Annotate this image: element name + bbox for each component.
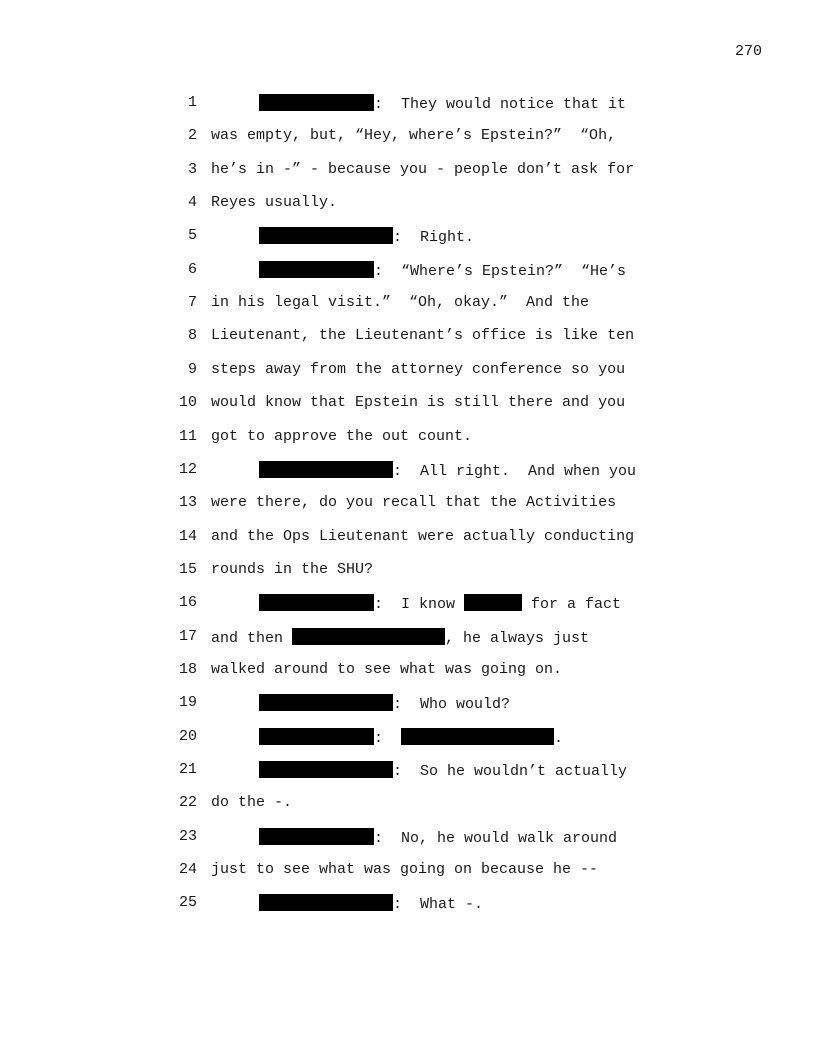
transcript-line: [0, 894, 816, 914]
transcript-line: [0, 428, 816, 448]
transcript-line: [0, 194, 816, 214]
line-number: 22: [178, 794, 197, 812]
page-number: 270: [734, 43, 762, 60]
text-segment: : I know: [374, 596, 465, 614]
transcript-line: [0, 261, 816, 281]
text-segment: Reyes usually.: [211, 194, 338, 212]
line-text: [211, 494, 616, 511]
line-text: [211, 327, 634, 344]
line-text: [211, 561, 373, 578]
line-number: 24: [178, 861, 197, 879]
text-segment: walked around to see what was going on.: [211, 660, 563, 678]
line-number: 3: [187, 160, 197, 178]
redaction-box: [259, 594, 374, 611]
transcript-line: [0, 628, 816, 648]
line-number: 16: [178, 594, 197, 612]
line-text: [211, 161, 634, 178]
transcript-line: [0, 394, 816, 414]
line-number: 21: [178, 761, 197, 778]
transcript-line: [0, 461, 816, 481]
text-segment: do the -.: [211, 794, 293, 812]
line-text: [259, 94, 626, 113]
text-segment: : What -.: [393, 896, 484, 914]
line-text: [211, 194, 337, 211]
redaction-box: [259, 761, 393, 778]
text-segment: steps away from the attorney conference so you: [211, 360, 626, 378]
redaction-box: [259, 261, 374, 278]
text-segment: : They would notice that it: [374, 96, 627, 113]
redaction-box: [259, 227, 393, 244]
line-text: [211, 127, 616, 144]
transcript-line: [0, 694, 816, 714]
transcript-line: [0, 828, 816, 848]
line-number: 9: [187, 360, 197, 378]
text-segment: were there, do you recall that the Activities: [211, 494, 617, 512]
line-text: [211, 661, 562, 678]
line-number: 4: [187, 194, 197, 212]
text-segment: he’s in -” - because you - people don’t ask for: [211, 160, 635, 178]
line-number: 12: [178, 460, 197, 478]
text-segment: in his legal visit.” “Oh, okay.” And the: [211, 294, 590, 312]
text-segment: rounds in the SHU?: [211, 560, 374, 578]
text-segment: got to approve the out count.: [211, 427, 473, 445]
line-number: 6: [187, 260, 197, 278]
transcript-line: [0, 761, 816, 781]
text-segment: for a fact: [522, 596, 622, 614]
text-segment: Lieutenant, the Lieutenant’s office is like ten: [211, 327, 635, 345]
redaction-box: [292, 628, 445, 645]
transcript-line: [0, 594, 816, 614]
line-number: 8: [187, 327, 197, 345]
line-number: 25: [178, 894, 197, 912]
transcript-line: [0, 294, 816, 314]
text-segment: :: [374, 729, 402, 747]
transcript-line: [0, 327, 816, 347]
line-number: 11: [178, 427, 197, 445]
line-number: 5: [187, 227, 197, 245]
line-number: 19: [178, 694, 197, 712]
line-text: [259, 728, 563, 747]
transcript-line: [0, 661, 816, 681]
line-text: [259, 461, 636, 480]
line-number: 13: [178, 494, 197, 512]
line-number: 1: [187, 94, 197, 111]
transcript-line: [0, 494, 816, 514]
line-text: [211, 794, 292, 811]
redaction-box: [259, 828, 374, 845]
text-segment: and then: [211, 629, 293, 647]
line-number: 2: [187, 127, 197, 145]
transcript-line: [0, 861, 816, 881]
line-text: [259, 694, 510, 713]
line-text: [259, 828, 617, 847]
line-text: [259, 227, 474, 246]
text-segment: and the Ops Lieutenant were actually conducting: [211, 527, 635, 545]
text-segment: : All right. And when you: [393, 462, 637, 480]
line-number: 14: [178, 527, 197, 545]
transcript-line: [0, 227, 816, 247]
line-text: [259, 594, 621, 613]
text-segment: just to see what was going on because he --: [211, 861, 599, 879]
redaction-box: [259, 461, 393, 478]
redaction-box: [259, 728, 374, 745]
redaction-box: [464, 594, 522, 611]
line-number: 20: [178, 727, 197, 745]
line-text: [211, 394, 625, 411]
transcript-line: [0, 561, 816, 581]
redaction-box: [401, 728, 554, 745]
line-text: [211, 861, 598, 878]
text-segment: : Who would?: [393, 696, 511, 714]
transcript-line: [0, 794, 816, 814]
line-text: [259, 261, 626, 280]
line-number: 17: [178, 627, 197, 645]
line-number: 23: [178, 827, 197, 845]
line-text: [211, 528, 634, 545]
line-text: [259, 761, 627, 780]
redaction-box: [259, 894, 393, 911]
line-number: 15: [178, 560, 197, 578]
line-number: 18: [178, 660, 197, 678]
line-text: [211, 428, 472, 445]
transcript-line: [0, 94, 816, 114]
redaction-box: [259, 694, 393, 711]
transcript-line: [0, 161, 816, 181]
transcript-line: [0, 528, 816, 548]
text-segment: : “Where’s Epstein?” “He’s: [374, 262, 627, 280]
line-number: 10: [178, 394, 197, 412]
line-text: [259, 894, 483, 913]
transcript-line: [0, 361, 816, 381]
transcript-line: [0, 728, 816, 748]
text-segment: : No, he would walk around: [374, 829, 618, 847]
text-segment: : Right.: [393, 229, 475, 247]
redaction-box: [259, 94, 374, 111]
text-segment: : So he wouldn’t actually: [393, 763, 628, 780]
text-segment: would know that Epstein is still there and you: [211, 394, 626, 412]
text-segment: .: [554, 729, 564, 747]
line-text: [211, 294, 589, 311]
line-text: [211, 628, 589, 647]
transcript-line: [0, 127, 816, 147]
text-segment: was empty, but, “Hey, where’s Epstein?” “Oh,: [211, 127, 617, 145]
line-text: [211, 361, 625, 378]
text-segment: , he always just: [445, 629, 590, 647]
line-number: 7: [187, 294, 197, 312]
